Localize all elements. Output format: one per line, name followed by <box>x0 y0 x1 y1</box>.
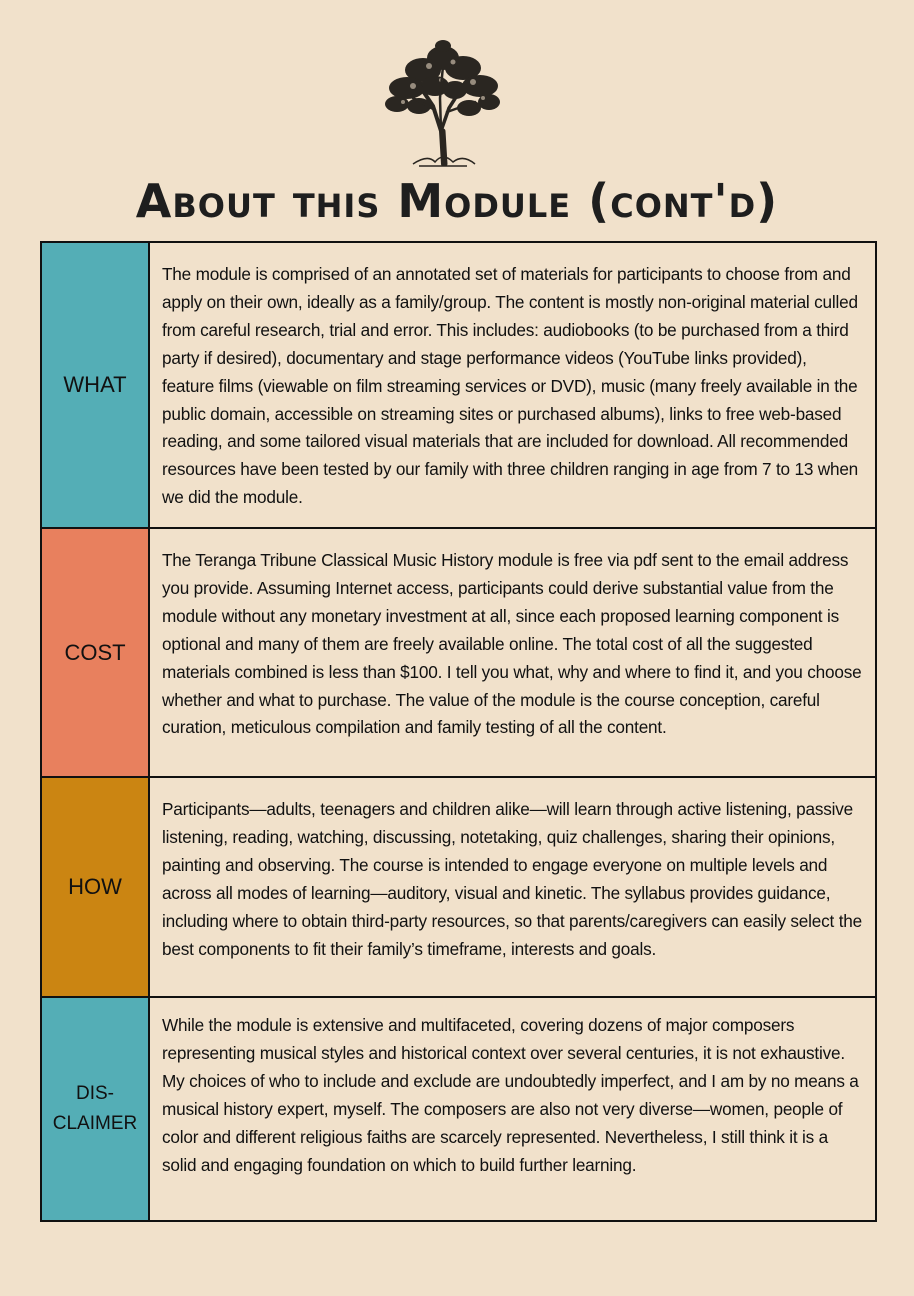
disclaimer-label-line1: DIS- <box>76 1083 114 1104</box>
section-disclaimer <box>42 998 875 1220</box>
section-text-cost: The Teranga Tribune Classical Music History module is free via pdf sent to the email address you provide. Assuming Internet access, participants could derive substantial value from the module without any monetary investment at all, since each proposed learning component is optional and many of them are freely available online. The total cost of all the suggested materials combined is less than $100. I tell you what, why and where to find it, and you choose whether and what to purchase. The value of the module is the course conception, careful curation, meticulous compilation and family testing of all the content. <box>162 550 862 738</box>
disclaimer-label-line2: CLAIMER <box>52 1113 138 1134</box>
page-title: About this Module (cont'd) <box>135 174 779 228</box>
section-label-disclaimer <box>42 998 150 1220</box>
section-cost <box>42 529 875 778</box>
section-what <box>42 243 875 529</box>
section-label-cost: COST <box>42 529 150 776</box>
section-label-what: WHAT <box>42 243 150 527</box>
section-how <box>42 778 875 998</box>
section-text-how: Participants—adults, teenagers and children alike—will learn through active listening, passive listening, reading, watching, discussing, notetaking, quiz challenges, sharing their opinions, painting and observing. The course is intended to engage everyone on multiple levels and across all modes of learning—auditory, visual and kinetic. The syllabus provides guidance, including where to obtain third-party resources, so that parents/caregivers can easily select the best components to fit their family’s timeframe, interests and goals. <box>162 799 862 959</box>
section-text-disclaimer: While the module is extensive and multifaceted, covering dozens of major composers representing musical styles and historical context over several centuries, it is not exhaustive. My choices of who to include and exclude are undoubtedly imperfect, and I am by no means a musical history expert, myself. The composers are also not very diverse—women, people of color and different religious faiths are scarcely represented. Nevertheless, I still think it is a solid and engaging foundation on which to build further learning. <box>162 1015 859 1175</box>
module-info-table <box>40 241 877 1222</box>
tree-icon <box>383 36 503 168</box>
section-text-what: The module is comprised of an annotated set of materials for participants to choose from and apply on their own, ideally as a family/group. The content is mostly non-original material culled from careful research, trial and error. This includes: audiobooks (to be purchased from a third party if desired), documentary and stage performance videos (YouTube links provided), feature films (viewable on film streaming services or DVD), music (many freely available in the public domain, accessible on streaming sites or purchased albums), links to free web-based reading, and some tailored visual materials that are included for download. All recommended resources have been tested by our family with three children ranging in age from 7 to 13 when we did the module. <box>162 264 859 508</box>
section-label-how: HOW <box>42 778 150 996</box>
